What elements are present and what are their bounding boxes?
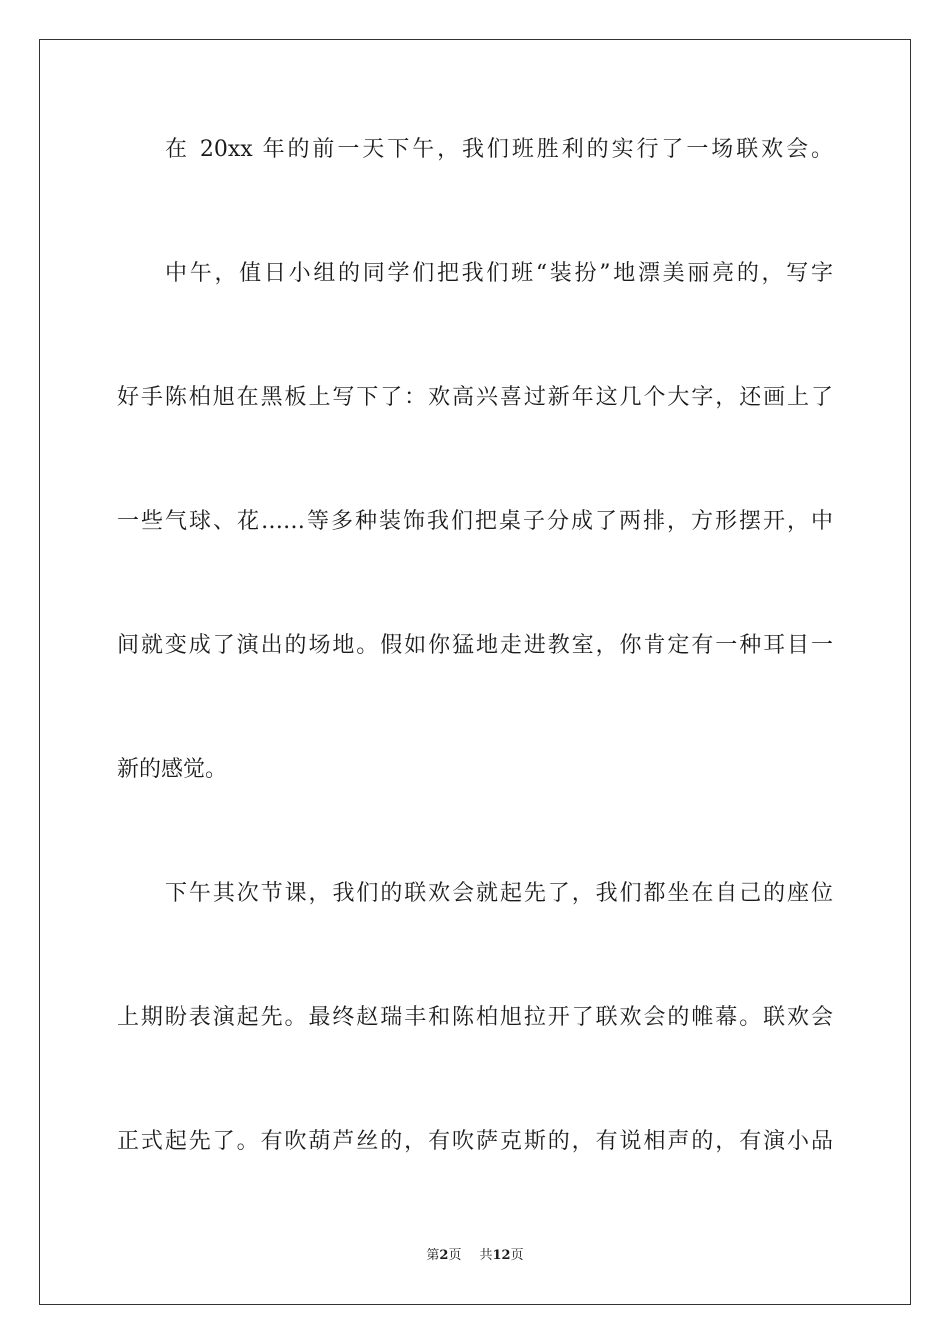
- paragraph-line-6: 新的感觉。: [117, 757, 228, 782]
- total-prefix: 共: [479, 1248, 493, 1263]
- page-number: 2: [439, 1248, 449, 1263]
- total-pages: 12: [492, 1248, 511, 1263]
- page-prefix: 第: [426, 1248, 440, 1263]
- paragraph-line-8: 上期盼表演起先。最终赵瑞丰和陈柏旭拉开了联欢会的帷幕。联欢会: [117, 1005, 833, 1030]
- paragraph-line-2: 中午，值日小组的同学们把我们班“装扮”地漂美丽亮的，写字: [165, 261, 833, 286]
- total-suffix: 页: [510, 1248, 524, 1263]
- paragraph-line-7: 下午其次节课，我们的联欢会就起先了，我们都坐在自己的座位: [165, 881, 833, 906]
- page-suffix: 页: [448, 1248, 462, 1263]
- page-border: [39, 39, 911, 1305]
- paragraph-line-9: 正式起先了。有吹葫芦丝的，有吹萨克斯的，有说相声的，有演小品: [117, 1129, 833, 1154]
- paragraph-line-3: 好手陈柏旭在黑板上写下了：欢高兴喜过新年这几个大字，还画上了: [117, 385, 833, 410]
- paragraph-line-1: 在 20xx 年的前一天下午，我们班胜利的实行了一场联欢会。: [165, 137, 833, 162]
- page-footer: [0, 1247, 950, 1265]
- paragraph-line-5: 间就变成了演出的场地。假如你猛地走进教室，你肯定有一种耳目一: [117, 633, 833, 658]
- paragraph-line-4: 一些气球、花……等多种装饰我们把桌子分成了两排，方形摆开，中: [117, 509, 833, 534]
